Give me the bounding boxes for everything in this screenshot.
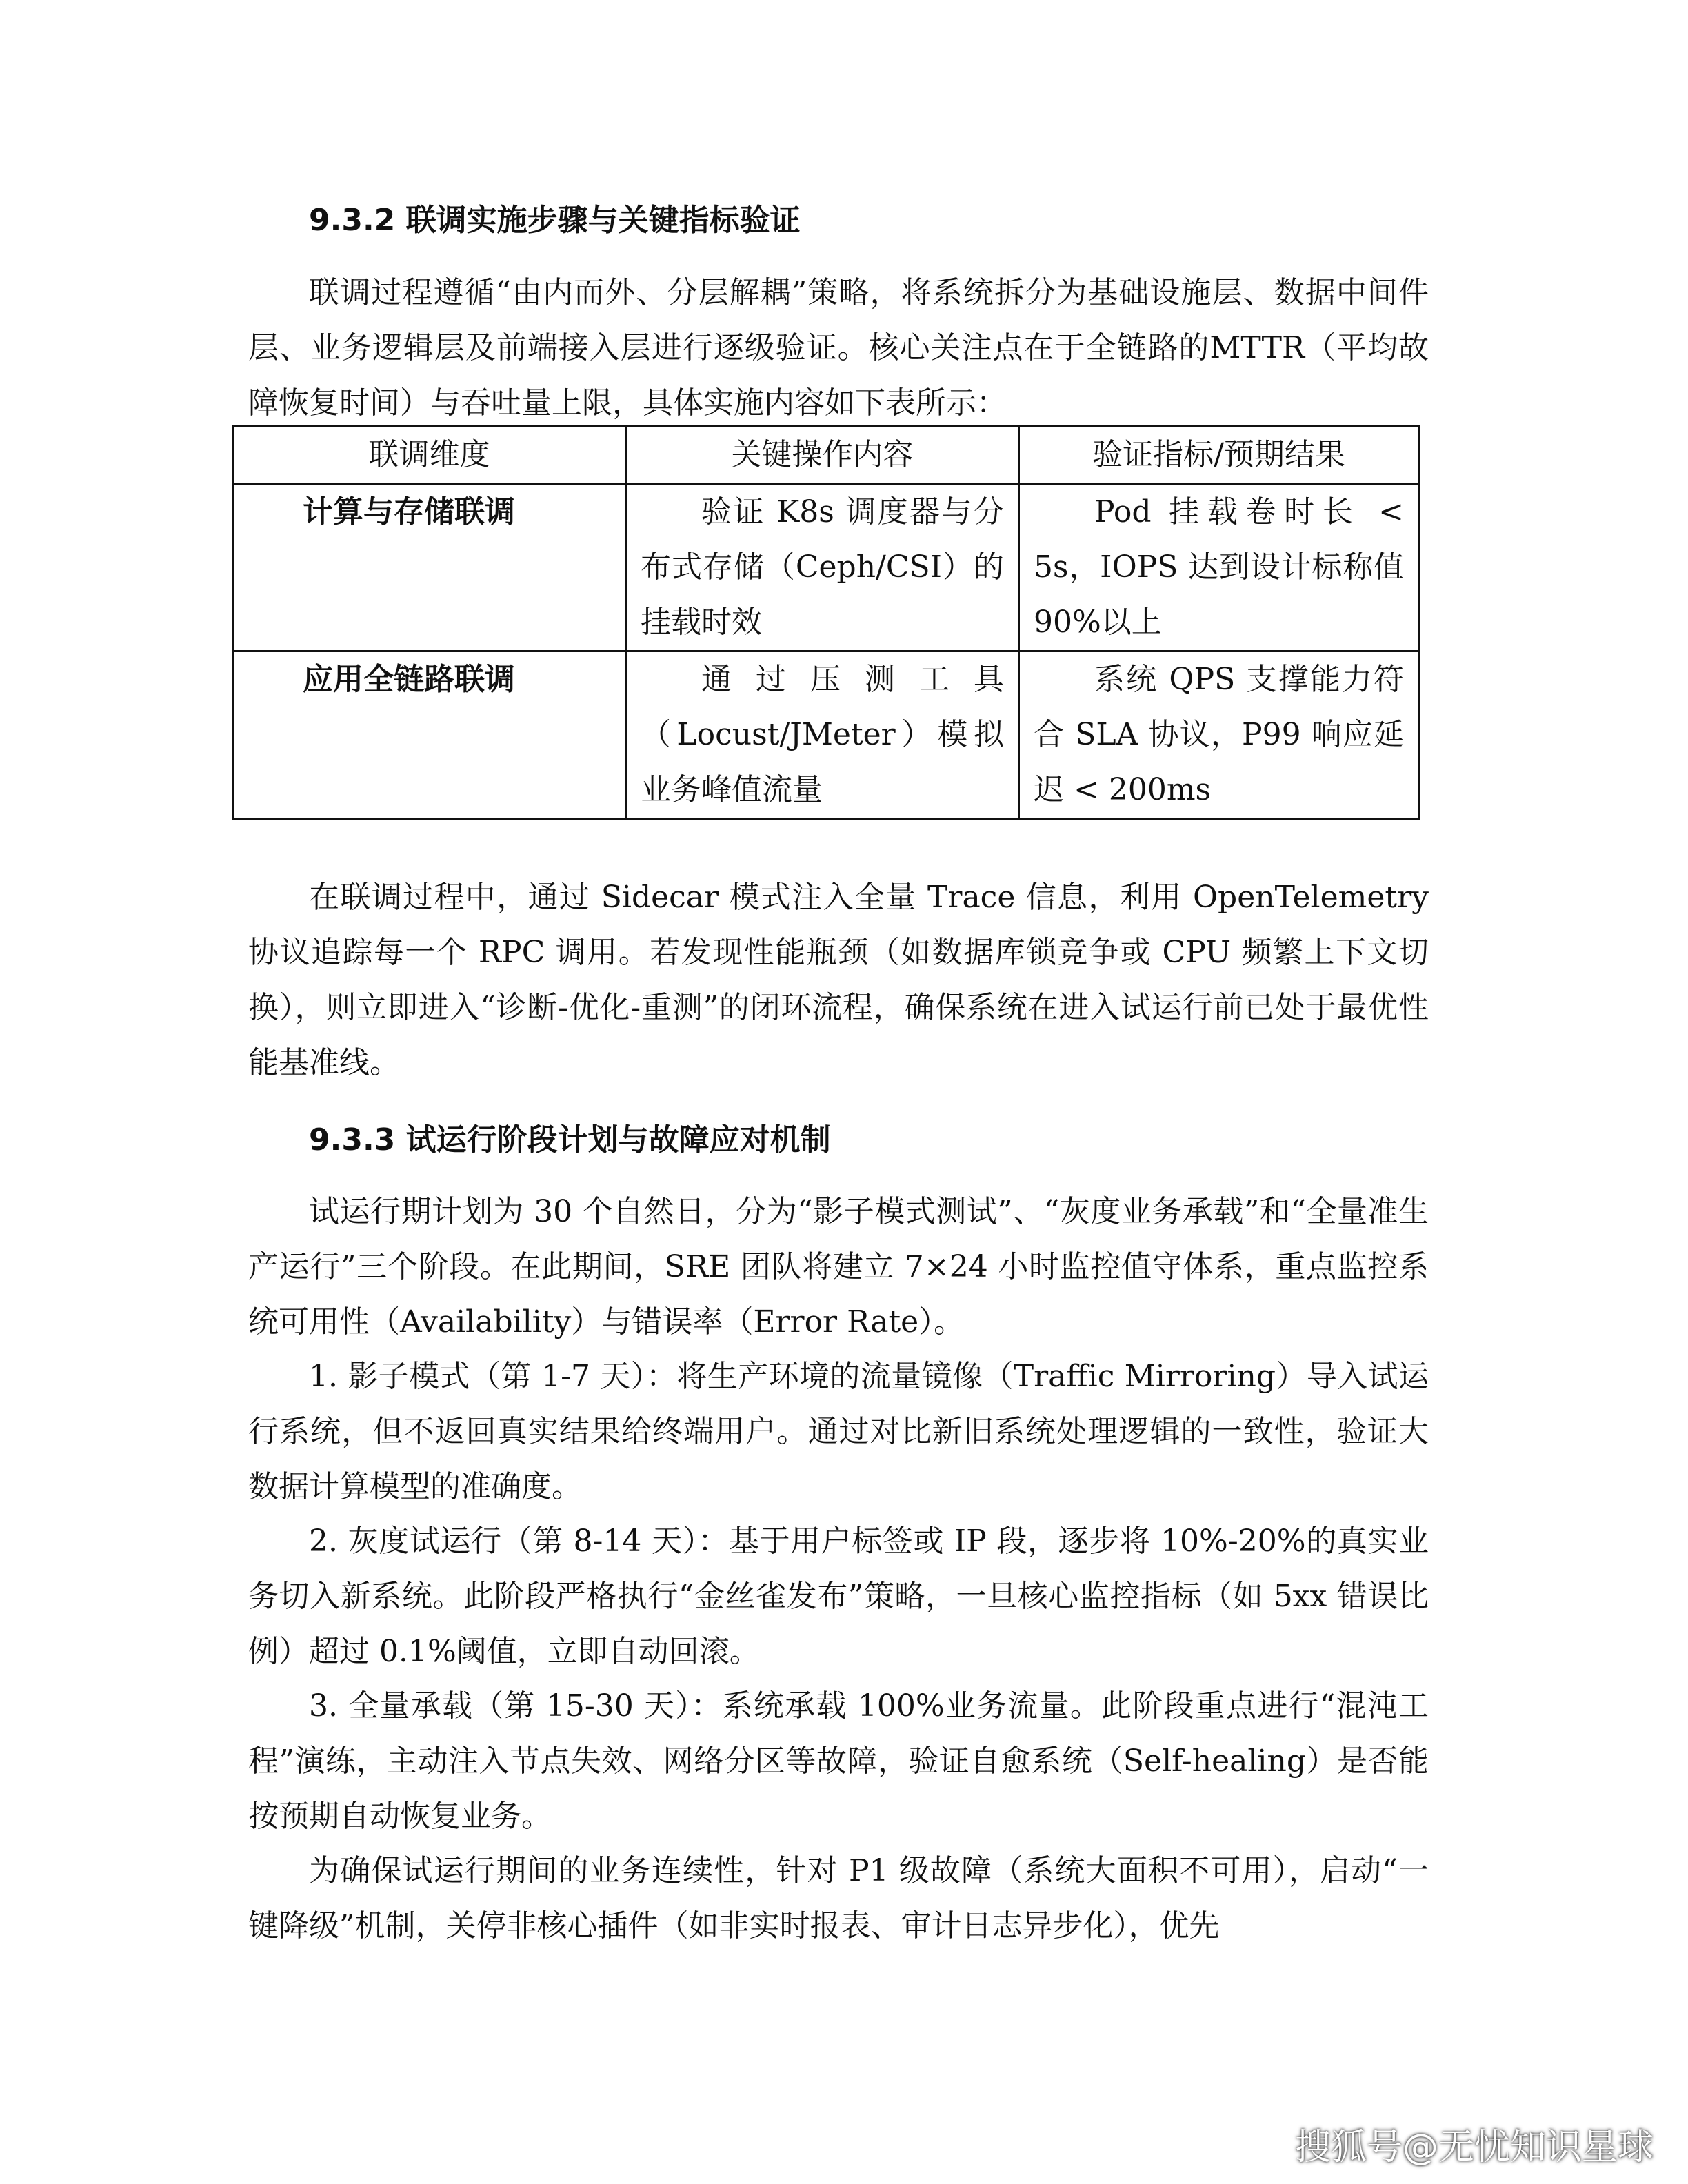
table-row [233, 484, 1419, 651]
table-cell-metric: 系统 QPS 支撑能力符合 SLA 协议，P99 响应延迟 < 200ms [1019, 651, 1419, 819]
table-header-row [233, 427, 1419, 484]
phase-item-full: 3. 全量承载（第 15-30 天）：系统承载 100%业务流量。此阶段重点进行“混沌工程”演练，主动注入节点失效、网络分区等故障，验证自愈系统（Self-healing）是否能按预期自动恢复业务。 [248, 1688, 1429, 1834]
watermark: 搜狐号@无忧知识星球 [1294, 2127, 1654, 2168]
trial-intro-paragraph: 试运行期计划为 30 个自然日，分为“影子模式测试”、“灰度业务承载”和“全量准生产运行”三个阶段。在此期间，SRE 团队将建立 7×24 小时监控值守体系，重点监控系统可用性（Availability）与错误率（Error Rate）。 [248, 1194, 1429, 1339]
phase-item-shadow: 1. 影子模式（第 1-7 天）：将生产环境的流量镜像（Traffic Mirroring）导入试运行系统，但不返回真实结果给终端用户。通过对比新旧系统处理逻辑的一致性，验证大数据计算模型的准确度。 [248, 1359, 1429, 1504]
section-intro-paragraph: 联调过程遵循“由内而外、分层解耦”策略，将系统拆分为基础设施层、数据中间件层、业务逻辑层及前端接入层进行逐级验证。核心关注点在于全链路的MTTR（平均故障恢复时间）与吞吐量上限，具体实施内容如下表所示： [248, 275, 1429, 421]
table-cell-operation: 验证 K8s 调度器与分布式存储（Ceph/CSI）的挂载时效 [626, 484, 1019, 651]
table-row [233, 651, 1419, 819]
table-header-cell: 联调维度 [233, 427, 626, 484]
table-header-cell: 验证指标/预期结果 [1019, 427, 1419, 484]
section-heading-9-3-2: 9.3.2 联调实施步骤与关键指标验证 [309, 203, 801, 238]
table-cell-metric: Pod 挂载卷时长 < 5s，IOPS 达到设计标称值 90%以上 [1019, 484, 1419, 651]
table-cell-operation: 通过压测工具（Locust/JMeter）模拟业务峰值流量 [626, 651, 1019, 819]
integration-test-table [232, 425, 1420, 820]
phase-item-gray: 2. 灰度试运行（第 8-14 天）：基于用户标签或 IP 段，逐步将 10%-20%的真实业务切入新系统。此阶段严格执行“金丝雀发布”策略，一旦核心监控指标（如 5xx 错误比例）超过 0.1%阈值，立即自动回滚。 [248, 1524, 1429, 1669]
section-heading-9-3-3: 9.3.3 试运行阶段计划与故障应对机制 [309, 1122, 831, 1157]
p1-fault-paragraph: 为确保试运行期间的业务连续性，针对 P1 级故障（系统大面积不可用），启动“一键降级”机制，关停非核心插件（如非实时报表、审计日志异步化），优先 [248, 1853, 1429, 1943]
table-header-cell: 关键操作内容 [626, 427, 1019, 484]
trace-paragraph: 在联调过程中，通过 Sidecar 模式注入全量 Trace 信息，利用 OpenTelemetry 协议追踪每一个 RPC 调用。若发现性能瓶颈（如数据库锁竞争或 CPU 频繁上下文切换），则立即进入“诊断-优化-重测”的闭环流程，确保系统在进入试运行前已处于最优性能基准线。 [248, 880, 1429, 1080]
table-cell-dimension: 计算与存储联调 [233, 484, 626, 651]
table-cell-dimension: 应用全链路联调 [233, 651, 626, 819]
